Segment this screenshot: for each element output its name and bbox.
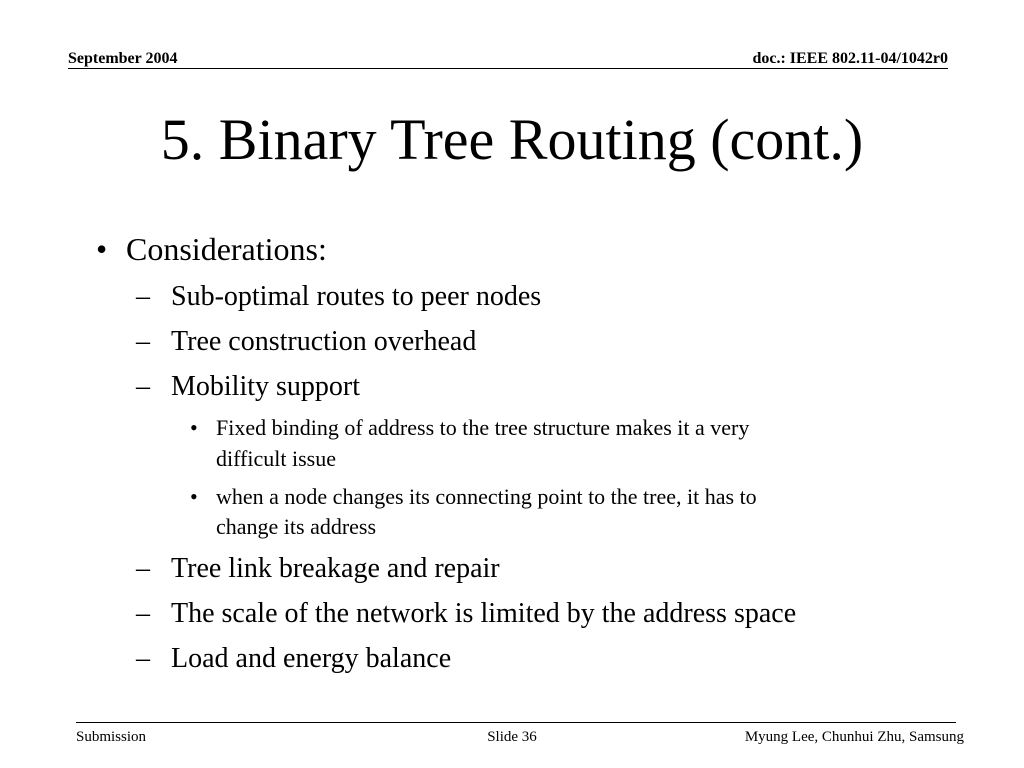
dash-marker: – (136, 553, 150, 584)
mobility-point-line: difficult issue (216, 446, 336, 471)
dash-marker: – (136, 281, 150, 312)
mobility-point-line: when a node changes its connecting point to the tree, it has to (216, 484, 757, 509)
sub-item: Tree construction overhead (171, 326, 477, 357)
sub-item: Load and energy balance (171, 643, 452, 674)
header-divider (68, 68, 948, 69)
bullet-marker: • (96, 231, 108, 267)
footer-authors: Myung Lee, Chunhui Zhu, Samsung (744, 729, 964, 745)
dash-marker: – (136, 371, 150, 402)
sub-item: Mobility support (171, 371, 361, 402)
mobility-point-line: Fixed binding of address to the tree structure makes it a very (216, 415, 750, 440)
sub-item: Sub-optimal routes to peer nodes (171, 281, 542, 312)
mobility-point-line: change its address (216, 514, 377, 539)
slide-title: 5. Binary Tree Routing (cont.) (160, 107, 864, 172)
sub-item: The scale of the network is limited by the address space (171, 598, 797, 629)
footer-submission: Submission (76, 729, 147, 745)
dash-marker: – (136, 643, 150, 674)
bullet-marker: • (190, 484, 198, 509)
header-date: September 2004 (68, 50, 178, 67)
footer-slide-number: Slide 36 (487, 729, 537, 745)
header-doc-id: doc.: IEEE 802.11-04/1042r0 (752, 50, 948, 67)
footer-divider (76, 722, 956, 723)
sub-item: Tree link breakage and repair (171, 553, 500, 584)
dash-marker: – (136, 326, 150, 357)
bullet-marker: • (190, 415, 198, 440)
bullet-considerations: Considerations: (126, 231, 327, 267)
dash-marker: – (136, 598, 150, 629)
